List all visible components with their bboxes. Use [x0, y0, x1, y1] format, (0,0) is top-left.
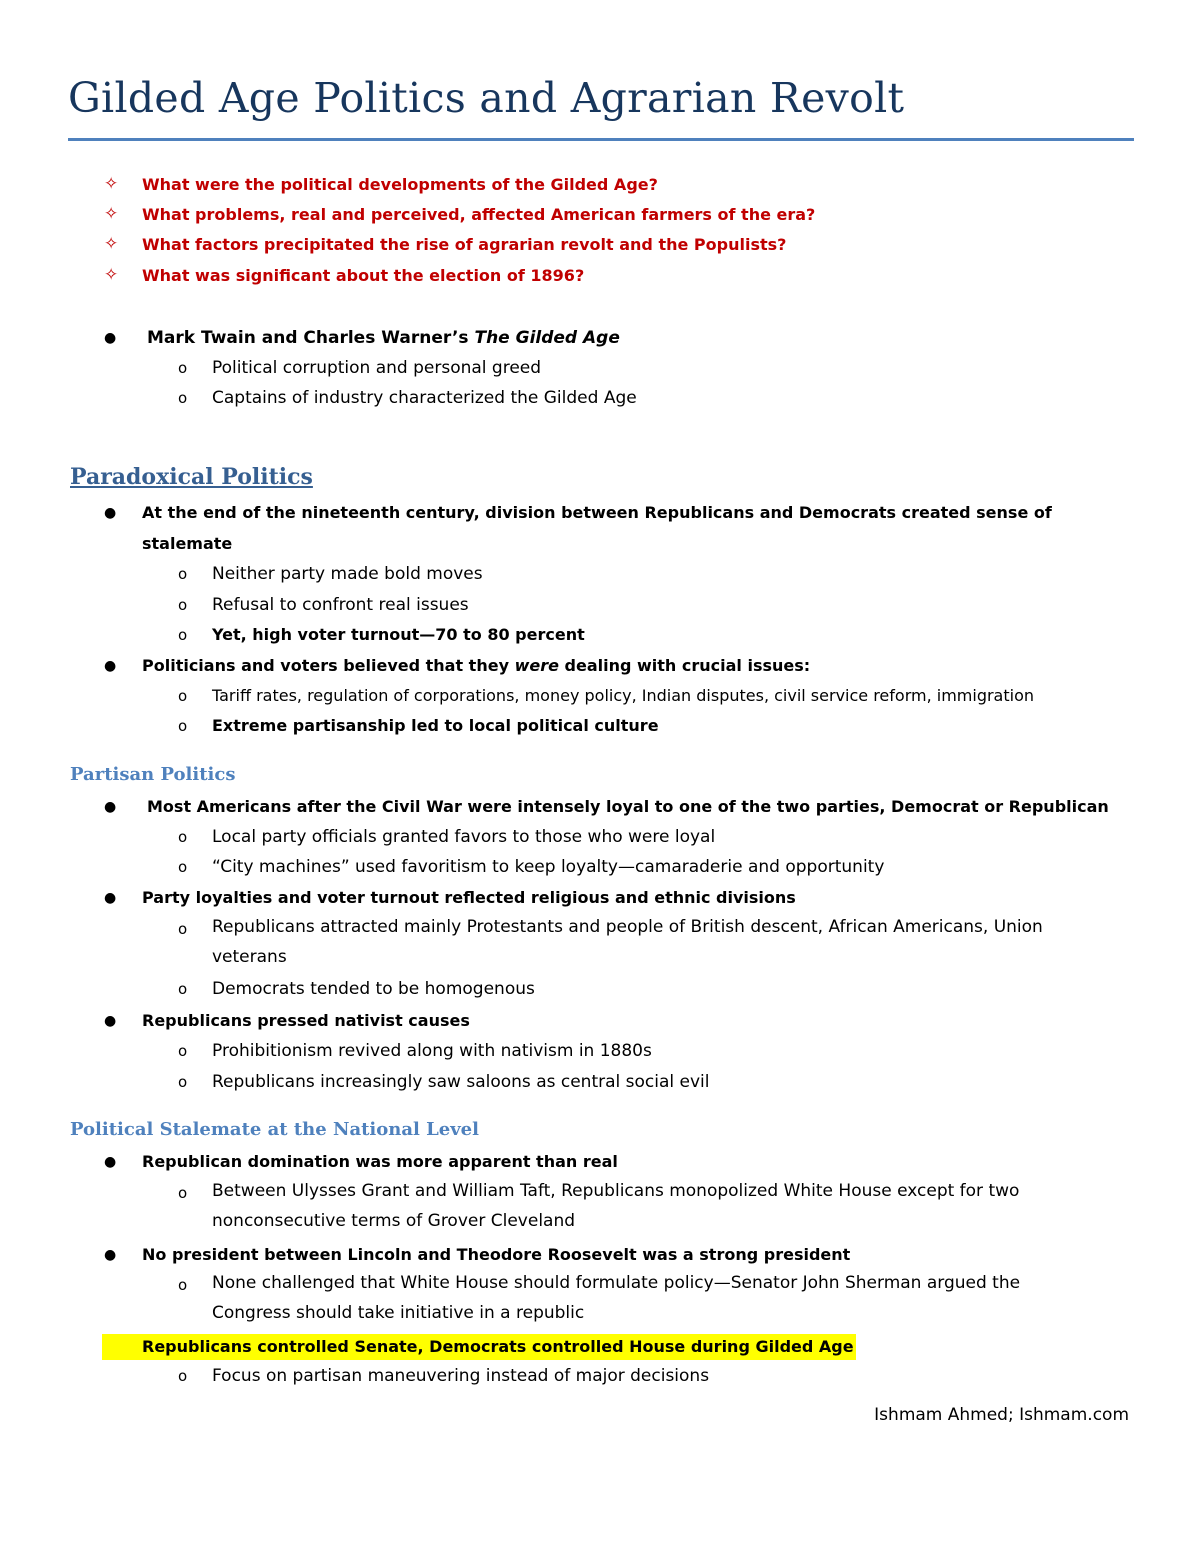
guiding-question: What were the political developments of the Gilded Age?	[142, 175, 658, 194]
bullet-icon: ●	[104, 505, 117, 521]
sub-list-item: Yet, high voter turnout—70 to 80 percent	[212, 625, 585, 644]
circle-bullet-icon: o	[178, 717, 188, 735]
section-heading: Paradoxical Politics	[70, 464, 313, 490]
bullet-icon: ●	[104, 658, 117, 674]
list-item: Republicans pressed nativist causes	[142, 1011, 470, 1030]
circle-bullet-icon: o	[178, 596, 188, 614]
circle-bullet-icon: o	[178, 565, 188, 583]
sub-list-item: Democrats tended to be homogenous	[212, 979, 535, 999]
bullet-icon: ●	[104, 799, 117, 815]
author-footer: Ishmam Ahmed; Ishmam.com	[874, 1405, 1129, 1425]
sub-list-item: Political corruption and personal greed	[212, 358, 542, 378]
sub-list-item: Republicans increasingly saw saloons as central social evil	[212, 1072, 710, 1092]
guiding-question: What was significant about the election of 1896?	[142, 266, 585, 285]
circle-bullet-icon: o	[178, 828, 188, 846]
list-item: At the end of the nineteenth century, division between Republicans and Democrats created sense of	[142, 503, 1052, 522]
circle-bullet-icon: o	[178, 1276, 188, 1294]
sub-list-item: Tariff rates, regulation of corporations, money policy, Indian disputes, civil service reform, immigration	[212, 686, 1034, 705]
sub-list-item: Prohibitionism revived along with nativism in 1880s	[212, 1041, 652, 1061]
list-item: Republican domination was more apparent than real	[142, 1152, 618, 1171]
highlighted-list-item	[142, 1334, 856, 1360]
circle-bullet-icon: o	[178, 1073, 188, 1091]
intro-bullet-text: Mark Twain and Charles Warner’s	[147, 328, 475, 348]
sub-list-item: Between Ulysses Grant and William Taft, Republicans monopolized White House except for two nonconsecutive terms of Grover Cleveland	[212, 1181, 1020, 1231]
circle-bullet-icon: o	[178, 1184, 188, 1202]
bullet-icon: ●	[104, 1247, 117, 1263]
bullet-icon: ●	[104, 1013, 117, 1029]
bullet-icon: ●	[104, 890, 117, 906]
sub-list-item: Republicans attracted mainly Protestants and people of British descent, African Americans, Union veterans	[212, 917, 1043, 967]
list-item: Most Americans after the Civil War were intensely loyal to one of the two parties, Democrat or Republican	[147, 797, 1109, 816]
guiding-question: What factors precipitated the rise of agrarian revolt and the Populists?	[142, 235, 787, 254]
sub-list-item: “City machines” used favoritism to keep loyalty—camaraderie and opportunity	[212, 857, 885, 877]
section-heading: Political Stalemate at the National Level	[70, 1119, 479, 1140]
highlighted-text: Republicans controlled Senate, Democrats controlled House during Gilded Age	[102, 1334, 856, 1360]
circle-bullet-icon: o	[178, 1367, 188, 1385]
page-title: Gilded Age Politics and Agrarian Revolt	[68, 74, 905, 122]
diamond-bullet-icon: ✧	[104, 174, 119, 194]
list-item	[147, 327, 620, 349]
circle-bullet-icon: o	[178, 389, 188, 407]
circle-bullet-icon: o	[178, 980, 188, 998]
sub-list-item: Local party officials granted favors to those who were loyal	[212, 827, 716, 847]
list-item: Party loyalties and voter turnout reflected religious and ethnic divisions	[142, 888, 796, 907]
sub-list-item: None challenged that White House should formulate policy—Senator John Sherman argued the Congress should take initiative in a republic	[212, 1273, 1021, 1323]
diamond-bullet-icon: ✧	[104, 204, 119, 224]
circle-bullet-icon: o	[178, 858, 188, 876]
circle-bullet-icon: o	[178, 687, 188, 705]
list-item: No president between Lincoln and Theodore Roosevelt was a strong president	[142, 1245, 851, 1264]
diamond-bullet-icon: ✧	[104, 265, 119, 285]
list-item-text: Politicians and voters believed that they	[142, 656, 515, 675]
sub-list-item: Extreme partisanship led to local political culture	[212, 716, 659, 735]
list-item	[142, 655, 810, 677]
sub-list-item: Focus on partisan maneuvering instead of major decisions	[212, 1366, 710, 1386]
book-title: The Gilded Age	[474, 328, 620, 348]
sub-list-item: Neither party made bold moves	[212, 564, 483, 584]
title-underline-rule	[68, 138, 1134, 141]
section-heading: Partisan Politics	[70, 764, 236, 785]
circle-bullet-icon: o	[178, 1042, 188, 1060]
diamond-bullet-icon: ✧	[104, 234, 119, 254]
bullet-icon: ●	[104, 330, 117, 346]
guiding-question: What problems, real and perceived, affected American farmers of the era?	[142, 205, 816, 224]
list-item-text: dealing with crucial issues:	[558, 656, 811, 675]
list-item-continuation: stalemate	[142, 534, 233, 553]
circle-bullet-icon: o	[178, 359, 188, 377]
emphasis-text: were	[514, 656, 559, 675]
bullet-icon: ●	[104, 1154, 117, 1170]
circle-bullet-icon: o	[178, 626, 188, 644]
sub-list-item: Captains of industry characterized the Gilded Age	[212, 388, 637, 408]
circle-bullet-icon: o	[178, 920, 188, 938]
sub-list-item: Refusal to confront real issues	[212, 595, 469, 615]
